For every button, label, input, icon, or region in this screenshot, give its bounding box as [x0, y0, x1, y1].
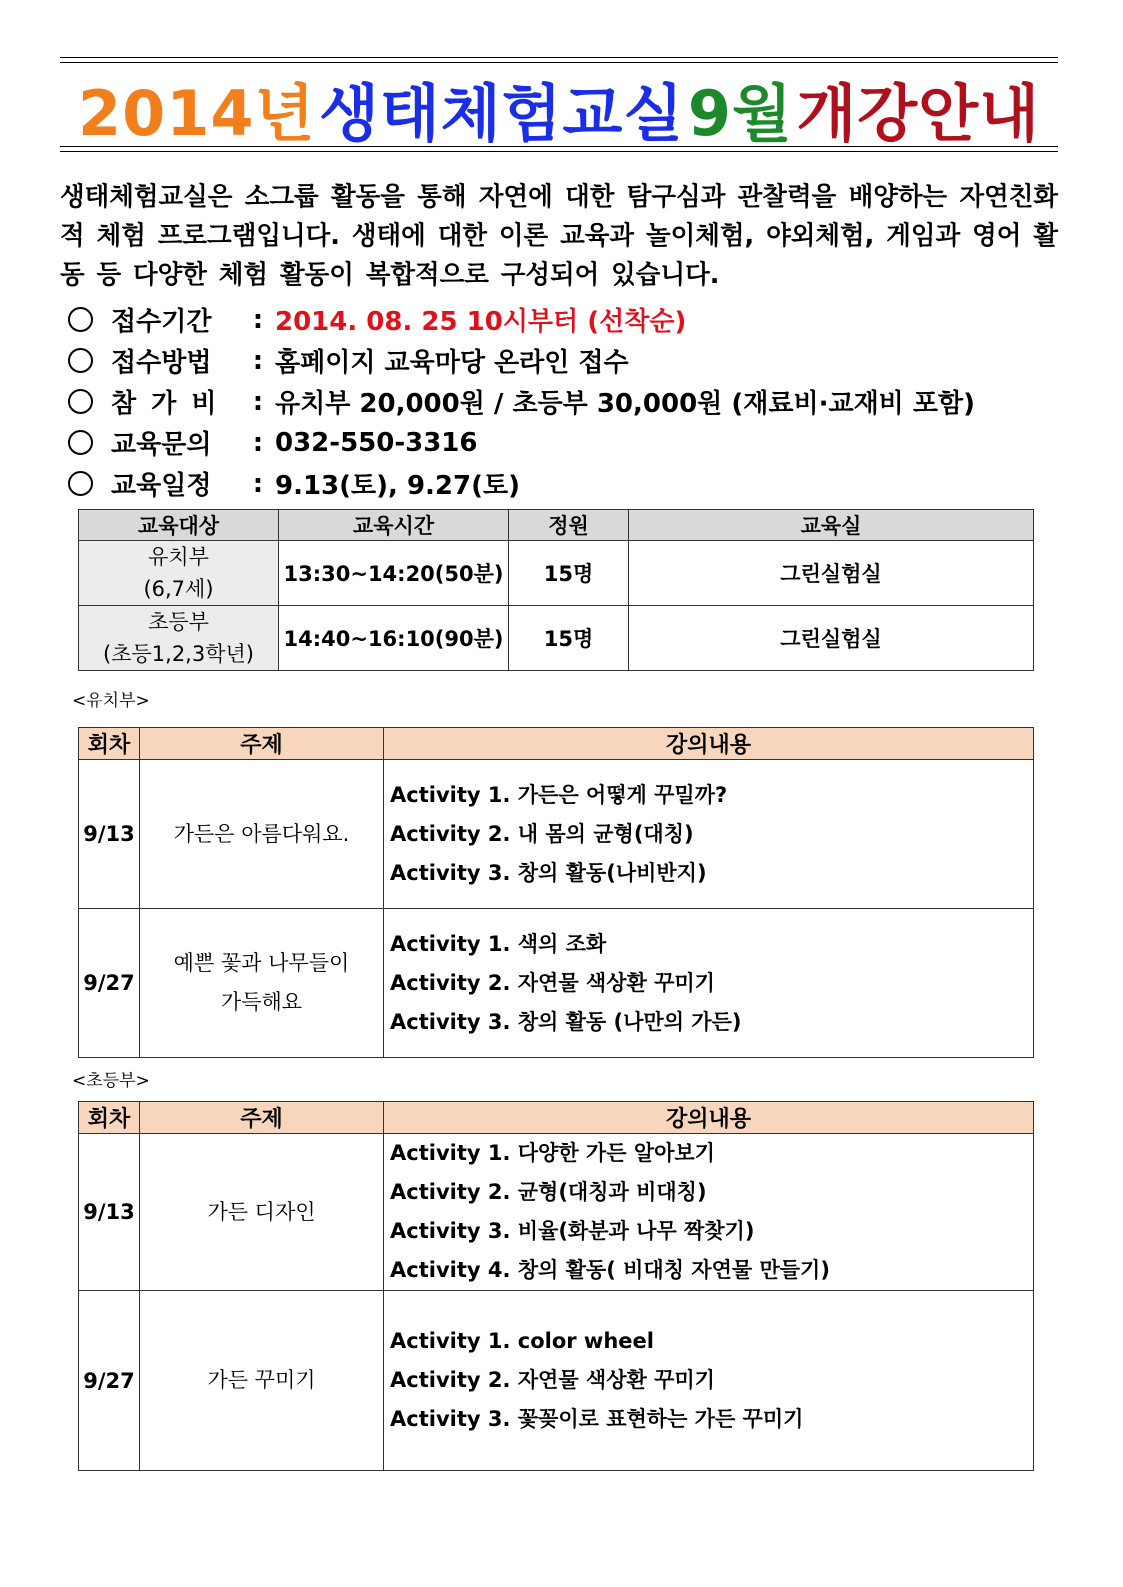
topic-cell — [140, 1291, 384, 1471]
title-month: 9월 — [687, 76, 793, 150]
table-row — [79, 760, 1034, 909]
title-year: 2014년 — [78, 76, 316, 150]
table-header-cell: 교육대상 — [79, 510, 279, 541]
info-colon: : — [252, 304, 264, 335]
topic-line: 가든 디자인 — [207, 1199, 316, 1224]
info-item — [68, 381, 1058, 422]
table-header-row — [79, 728, 1034, 760]
topic-cell — [140, 760, 384, 909]
activity-item: Activity 2. 자연물 색상환 꾸미기 — [390, 1368, 715, 1392]
target-sub: (초등1,2,3학년) — [103, 642, 254, 666]
info-colon: : — [252, 468, 264, 499]
elem-caption: <초등부> — [72, 1071, 150, 1091]
activities-cell — [384, 909, 1034, 1058]
info-value: 홈페이지 교육마당 온라인 접수 — [275, 348, 629, 378]
intro-paragraph: 생태체험교실은 소그룹 활동을 통해 자연에 대한 탐구심과 관찰력을 배양하는 자연친화적 체험 프로그램입니다. 생태에 대한 이론 교육과 놀이체험, 야외체험, 게임과 영어 활동 등 다양한 체험 활동이 복합적으로 구성되어 있습니다. — [60, 182, 1058, 290]
circle-bullet-icon — [68, 471, 93, 496]
info-label: 참 가 비 — [111, 389, 220, 419]
info-colon: : — [252, 427, 264, 458]
topic-line: 가든 꾸미기 — [207, 1368, 316, 1392]
activity-item: Activity 3. 비율(화분과 나무 짝찾기) — [390, 1219, 755, 1243]
table-row — [79, 1291, 1034, 1471]
topic-line: 가득해요 — [220, 990, 303, 1014]
activity-item: Activity 2. 자연물 색상환 꾸미기 — [390, 970, 715, 995]
round-cell: 9/13 — [79, 760, 140, 909]
table-header-cell: 정원 — [509, 510, 629, 541]
table-header-cell: 주제 — [140, 1102, 384, 1134]
info-value: 유치부 20,000원 / 초등부 30,000원 (재료비·교재비 포함) — [275, 389, 975, 419]
table-row — [79, 909, 1034, 1058]
schedule-table — [78, 509, 1034, 671]
round-cell: 9/13 — [79, 1134, 140, 1291]
info-value: 9.13(토), 9.27(토) — [275, 471, 520, 501]
activity-item: Activity 2. 균형(대칭과 비대칭) — [390, 1180, 707, 1204]
activities-cell — [384, 1291, 1034, 1471]
info-item — [68, 340, 1058, 381]
time-cell: 14:40~16:10(90분) — [279, 606, 509, 671]
table-row — [79, 1134, 1034, 1291]
title-notice: 개강안내 — [796, 76, 1040, 150]
topic-cell — [140, 1134, 384, 1291]
info-label: 교육문의 — [111, 430, 212, 460]
table-header-cell: 교육실 — [629, 510, 1034, 541]
table-row — [79, 541, 1034, 606]
activity-item: Activity 4. 창의 활동( 비대칭 자연물 만들기) — [390, 1258, 830, 1282]
title-program: 생태체험교실 — [318, 76, 685, 150]
activity-item: Activity 3. 꽃꽂이로 표현하는 가든 꾸미기 — [390, 1407, 804, 1431]
capacity-cell: 15명 — [509, 541, 629, 606]
info-colon: : — [252, 345, 264, 376]
time-cell: 13:30~14:20(50분) — [279, 541, 509, 606]
target-group: 유치부 — [148, 545, 209, 569]
round-cell: 9/27 — [79, 909, 140, 1058]
elem-curriculum-table — [78, 1101, 1034, 1471]
info-item — [68, 299, 1058, 340]
table-header-cell: 회차 — [79, 728, 140, 760]
target-group: 초등부 — [148, 610, 209, 634]
topic-line: 가든은 아름다워요. — [173, 821, 350, 846]
table-header-cell: 회차 — [79, 1102, 140, 1134]
info-item — [68, 422, 1058, 463]
activity-item: Activity 1. 다양한 가든 알아보기 — [390, 1141, 715, 1165]
activity-item: Activity 1. 색의 조화 — [390, 931, 607, 956]
table-header-cell: 강의내용 — [384, 1102, 1034, 1134]
activities-cell — [384, 1134, 1034, 1291]
info-label: 접수기간 — [111, 307, 212, 337]
capacity-cell: 15명 — [509, 606, 629, 671]
activity-item: Activity 3. 창의 활동 (나만의 가든) — [390, 1009, 742, 1034]
table-header-cell: 주제 — [140, 728, 384, 760]
target-cell — [79, 606, 279, 671]
circle-bullet-icon — [68, 348, 93, 373]
target-cell — [79, 541, 279, 606]
activity-item: Activity 1. color wheel — [390, 1329, 654, 1353]
kinder-caption: <유치부> — [72, 691, 150, 711]
round-cell: 9/27 — [79, 1291, 140, 1471]
activities-cell — [384, 760, 1034, 909]
room-cell: 그린실험실 — [629, 541, 1034, 606]
title-rule-top-1 — [60, 57, 1058, 58]
circle-bullet-icon — [68, 430, 93, 455]
target-sub: (6,7세) — [143, 577, 214, 601]
info-item — [68, 463, 1058, 504]
topic-cell — [140, 909, 384, 1058]
title-rule-bottom-1 — [60, 146, 1058, 147]
info-value: 2014. 08. 25 10시부터 (선착순) — [275, 307, 687, 337]
topic-line: 예쁜 꽃과 나무들이 — [173, 951, 350, 975]
info-list — [68, 299, 1058, 504]
title-rule-bottom-2 — [60, 151, 1058, 152]
circle-bullet-icon — [68, 307, 93, 332]
info-value: 032-550-3316 — [275, 427, 478, 458]
table-header-cell: 강의내용 — [384, 728, 1034, 760]
circle-bullet-icon — [68, 389, 93, 414]
info-label: 교육일정 — [111, 471, 212, 501]
table-header-row — [79, 510, 1034, 541]
table-row — [79, 606, 1034, 671]
info-colon: : — [252, 386, 264, 417]
room-cell: 그린실험실 — [629, 606, 1034, 671]
info-label: 접수방법 — [111, 348, 212, 378]
page-title — [60, 66, 1058, 150]
kinder-curriculum-table — [78, 727, 1034, 1058]
table-header-row — [79, 1102, 1034, 1134]
activity-item: Activity 2. 내 몸의 균형(대칭) — [390, 821, 694, 846]
table-header-cell: 교육시간 — [279, 510, 509, 541]
activity-item: Activity 3. 창의 활동(나비반지) — [390, 860, 707, 885]
activity-item: Activity 1. 가든은 어떻게 꾸밀까? — [390, 782, 728, 807]
